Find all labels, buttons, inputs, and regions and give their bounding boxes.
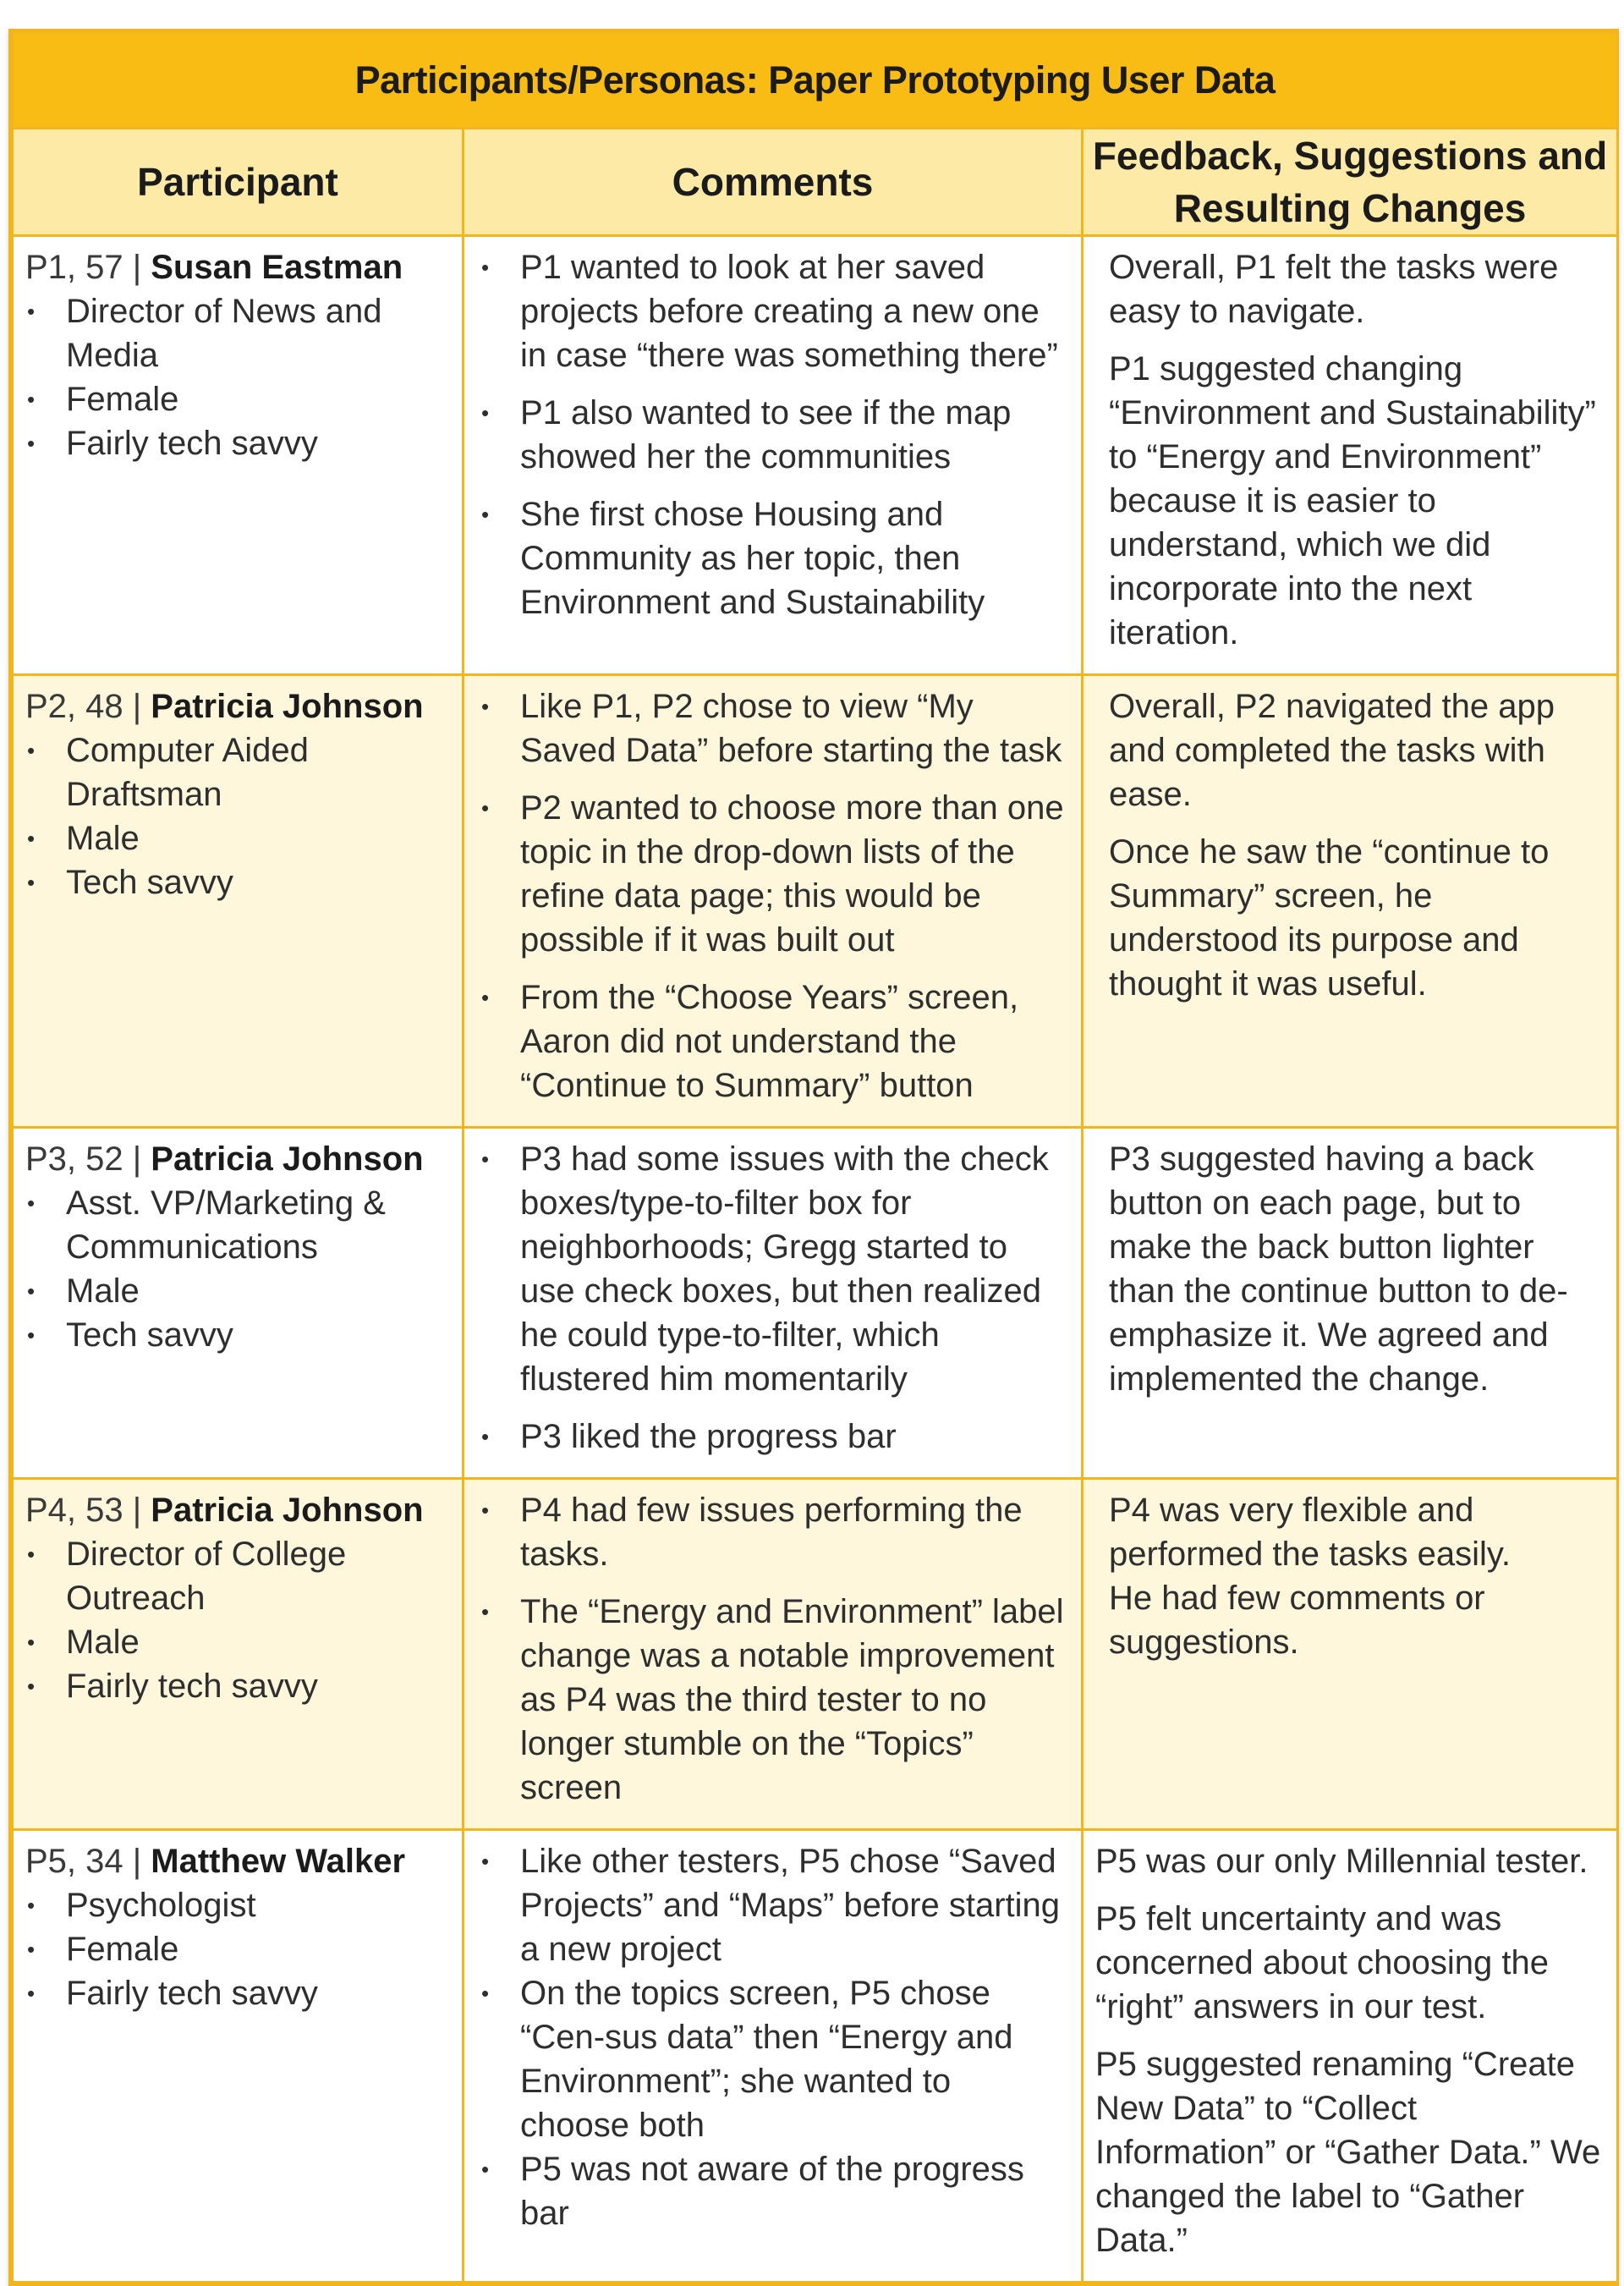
list-item: • Like other testers, P5 chose “Saved Projects” and “Maps” before starting a new project	[476, 1839, 1069, 1971]
feedback-paragraph: Overall, P1 felt the tasks were easy to navigate.	[1109, 249, 1559, 330]
list-item: • P1 also wanted to see if the map showed her the communities	[476, 391, 1069, 479]
comments-list	[476, 684, 1069, 1107]
table-row	[13, 1479, 1618, 1830]
user-data-table	[11, 31, 1619, 2283]
user-data-table-card	[8, 29, 1619, 2286]
feedback-cell	[1083, 1479, 1618, 1830]
table-row	[13, 1128, 1618, 1479]
table-row	[13, 236, 1618, 675]
list-item: • Asst. VP/Marketing & Communications	[25, 1181, 450, 1269]
list-item: • Tech savvy	[25, 860, 450, 904]
participant-attributes	[25, 289, 450, 465]
comments-list	[476, 245, 1069, 624]
list-item: • Female	[25, 377, 450, 421]
feedback-paragraph: P3 suggested having a back button on each page, but to make the back button lighter than the continue button to de-emphasize it. We agreed and implemented the change.	[1109, 1140, 1568, 1398]
list-item: • P4 had few issues performing the tasks.	[476, 1488, 1069, 1576]
feedback-paragraph: Overall, P2 navigated the app and completed the tasks with ease.	[1109, 688, 1555, 813]
list-item: • Fairly tech savvy	[25, 421, 450, 465]
list-item: • P1 wanted to look at her saved projects before creating a new one in case “there was something there”	[476, 245, 1069, 377]
feedback-cell	[1083, 1128, 1618, 1479]
participant-cell	[13, 675, 464, 1128]
comments-list	[476, 1839, 1069, 2235]
comments-cell	[464, 236, 1083, 675]
participant-cell	[13, 1479, 464, 1830]
list-item: • The “Energy and Environment” label change was a notable improvement as P4 was the third tester to no longer stumble on the “Topics” screen	[476, 1590, 1069, 1810]
participant-name: Patricia Johnson	[151, 1140, 424, 1178]
participant-cell	[13, 1128, 464, 1479]
participant-name: Susan Eastman	[151, 249, 403, 286]
list-item: • Like P1, P2 chose to view “My Saved Data” before starting the task	[476, 684, 1069, 772]
participant-id: P5, 34 |	[25, 1843, 151, 1880]
comments-cell	[464, 675, 1083, 1128]
list-item: • Male	[25, 1269, 450, 1313]
participant-name: Patricia Johnson	[151, 688, 424, 725]
list-item: • Male	[25, 1620, 450, 1664]
participant-attributes	[25, 1532, 450, 1708]
participant-id: P3, 52 |	[25, 1140, 151, 1178]
list-item: • Male	[25, 816, 450, 860]
comments-cell	[464, 1830, 1083, 2283]
participant-id: P4, 53 |	[25, 1492, 151, 1529]
comments-cell	[464, 1479, 1083, 1830]
list-item: • Tech savvy	[25, 1313, 450, 1357]
header-feedback-line2: Resulting Changes	[1173, 186, 1527, 230]
list-item: • On the topics screen, P5 chose “Cen-sus data” then “Energy and Environment”; she wanted to choose both	[476, 1971, 1069, 2147]
title-row	[13, 33, 1618, 129]
participant-cell	[13, 236, 464, 675]
feedback-paragraph: Once he saw the “continue to Summary” screen, he understood its purpose and thought it was useful.	[1109, 833, 1550, 1003]
feedback-paragraph: P4 was very flexible and performed the tasks easily.	[1109, 1492, 1512, 1573]
comments-list	[476, 1137, 1069, 1459]
comments-cell	[464, 1128, 1083, 1479]
participant-cell	[13, 1830, 464, 2283]
header-feedback-line1: Feedback, Suggestions and	[1092, 134, 1608, 178]
header-feedback	[1083, 129, 1618, 236]
header-row	[13, 129, 1618, 236]
participant-attributes	[25, 1883, 450, 2015]
feedback-paragraph: P1 suggested changing “Environment and Sustainability” to “Energy and Environment” because it is easier to understand, which we did incorporate into the next iteration.	[1109, 350, 1596, 651]
feedback-cell	[1083, 236, 1618, 675]
feedback-paragraph: P5 was our only Millennial tester.	[1095, 1843, 1588, 1880]
list-item: • Director of News and Media	[25, 289, 450, 377]
list-item: • From the “Choose Years” screen, Aaron did not understand the “Continue to Summary” button	[476, 975, 1069, 1107]
comments-list	[476, 1488, 1069, 1810]
list-item: • Computer Aided Draftsman	[25, 728, 450, 816]
header-comments: Comments	[464, 129, 1083, 236]
table-row	[13, 1830, 1618, 2283]
list-item: • Female	[25, 1927, 450, 1971]
participant-id: P1, 57 |	[25, 249, 151, 286]
feedback-paragraph: He had few comments or suggestions.	[1109, 1580, 1485, 1661]
table-title: Participants/Personas: Paper Prototyping User Data	[13, 33, 1618, 129]
table-row	[13, 675, 1618, 1128]
feedback-cell	[1083, 1830, 1618, 2283]
feedback-cell	[1083, 675, 1618, 1128]
list-item: • She first chose Housing and Community as her topic, then Environment and Sustainability	[476, 492, 1069, 624]
list-item: • P5 was not aware of the progress bar	[476, 2147, 1069, 2235]
header-participant: Participant	[13, 129, 464, 236]
participant-name: Patricia Johnson	[151, 1492, 424, 1529]
list-item: • P2 wanted to choose more than one topic in the drop-down lists of the refine data page; this would be possible if it was built out	[476, 786, 1069, 962]
list-item: • Fairly tech savvy	[25, 1971, 450, 2015]
list-item: • Director of College Outreach	[25, 1532, 450, 1620]
participant-attributes	[25, 1181, 450, 1357]
feedback-paragraph: P5 felt uncertainty and was concerned about choosing the “right” answers in our test.	[1095, 1900, 1549, 2025]
list-item: • Fairly tech savvy	[25, 1664, 450, 1708]
participant-name: Matthew Walker	[151, 1843, 406, 1880]
list-item: • Psychologist	[25, 1883, 450, 1927]
list-item: • P3 liked the progress bar	[476, 1415, 1069, 1459]
participant-id: P2, 48 |	[25, 688, 151, 725]
list-item: • P3 had some issues with the check boxes/type-to-filter box for neighborhoods; Gregg started to use check boxes, but then realized he could type-to-filter, which flustered him momentarily	[476, 1137, 1069, 1401]
participant-attributes	[25, 728, 450, 904]
feedback-paragraph: P5 suggested renaming “Create New Data” to “Collect Information” or “Gather Data.” We changed the label to “Gather Data.”	[1095, 2046, 1601, 2259]
